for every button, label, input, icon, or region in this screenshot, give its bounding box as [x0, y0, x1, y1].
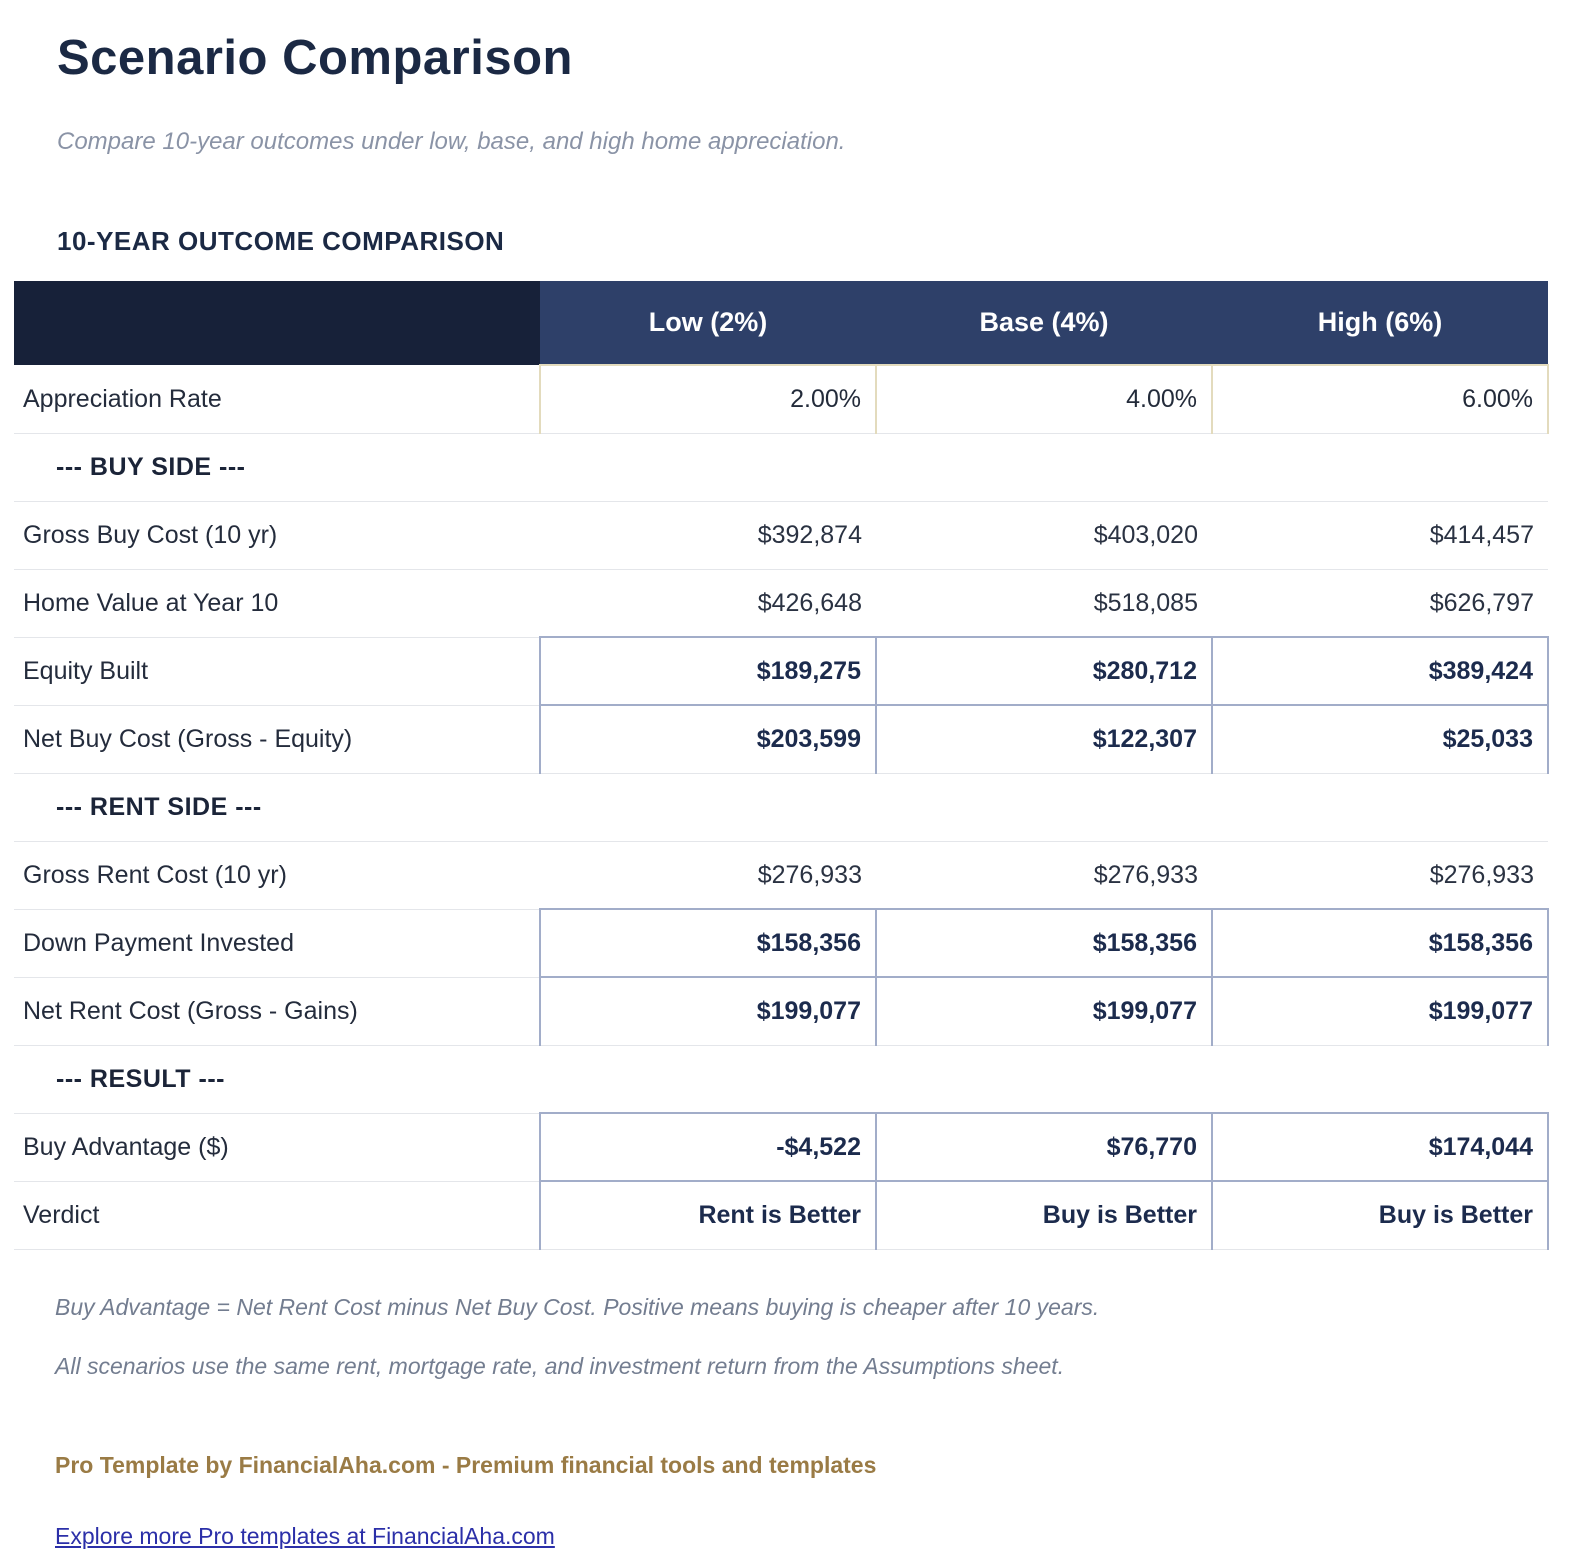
- value-cell: $158,356: [876, 909, 1212, 977]
- value-cell: $276,933: [876, 841, 1212, 909]
- brand-line: Pro Template by FinancialAha.com - Premium financial tools and templates: [55, 1451, 877, 1478]
- table-row: [14, 841, 1548, 909]
- value-cell: $276,933: [540, 841, 876, 909]
- page-title: Scenario Comparison: [57, 31, 573, 85]
- column-header-high: High (6%): [1212, 281, 1548, 365]
- table-row: [14, 501, 1548, 569]
- value-cell: $76,770: [876, 1113, 1212, 1181]
- row-label: --- RESULT ---: [14, 1045, 540, 1113]
- row-label: Net Rent Cost (Gross - Gains): [14, 977, 540, 1045]
- input-value-cell[interactable]: 4.00%: [876, 365, 1212, 433]
- table-row: [14, 1181, 1548, 1249]
- value-cell: Rent is Better: [540, 1181, 876, 1249]
- value-cell: $158,356: [540, 909, 876, 977]
- value-cell: $199,077: [876, 977, 1212, 1045]
- row-label: Gross Buy Cost (10 yr): [14, 501, 540, 569]
- section-fill-cell: [540, 433, 1548, 501]
- section-fill-cell: [540, 1045, 1548, 1113]
- table-row: [14, 773, 1548, 841]
- section-heading: 10-YEAR OUTCOME COMPARISON: [57, 226, 505, 257]
- row-label: Equity Built: [14, 637, 540, 705]
- value-cell: Buy is Better: [1212, 1181, 1548, 1249]
- row-label: Buy Advantage ($): [14, 1113, 540, 1181]
- section-fill-cell: [540, 773, 1548, 841]
- table-row: [14, 637, 1548, 705]
- value-cell: $392,874: [540, 501, 876, 569]
- comparison-table: [14, 281, 1549, 1250]
- value-cell: $189,275: [540, 637, 876, 705]
- corner-header-cell: [14, 281, 540, 365]
- value-cell: $203,599: [540, 705, 876, 773]
- row-label: --- RENT SIDE ---: [14, 773, 540, 841]
- value-cell: $518,085: [876, 569, 1212, 637]
- input-value-cell[interactable]: 2.00%: [540, 365, 876, 433]
- table-row: [14, 1113, 1548, 1181]
- row-label: Down Payment Invested: [14, 909, 540, 977]
- value-cell: $414,457: [1212, 501, 1548, 569]
- value-cell: $199,077: [540, 977, 876, 1045]
- column-header-base: Base (4%): [876, 281, 1212, 365]
- table-body: [14, 365, 1548, 1249]
- value-cell: $280,712: [876, 637, 1212, 705]
- input-value-cell[interactable]: 6.00%: [1212, 365, 1548, 433]
- table-row: [14, 909, 1548, 977]
- value-cell: $276,933: [1212, 841, 1548, 909]
- row-label: Gross Rent Cost (10 yr): [14, 841, 540, 909]
- value-cell: Buy is Better: [876, 1181, 1212, 1249]
- row-label: Net Buy Cost (Gross - Equity): [14, 705, 540, 773]
- row-label: Home Value at Year 10: [14, 569, 540, 637]
- row-label: Appreciation Rate: [14, 365, 540, 433]
- value-cell: $389,424: [1212, 637, 1548, 705]
- value-cell: $25,033: [1212, 705, 1548, 773]
- table-row: [14, 705, 1548, 773]
- value-cell: $174,044: [1212, 1113, 1548, 1181]
- value-cell: -$4,522: [540, 1113, 876, 1181]
- value-cell: $626,797: [1212, 569, 1548, 637]
- column-header-low: Low (2%): [540, 281, 876, 365]
- value-cell: $199,077: [1212, 977, 1548, 1045]
- table-header: [14, 281, 1548, 365]
- value-cell: $122,307: [876, 705, 1212, 773]
- value-cell: $158,356: [1212, 909, 1548, 977]
- table-row: [14, 1045, 1548, 1113]
- table-row: [14, 433, 1548, 501]
- row-label: --- BUY SIDE ---: [14, 433, 540, 501]
- value-cell: $426,648: [540, 569, 876, 637]
- explore-templates-link[interactable]: Explore more Pro templates at FinancialAha.com: [55, 1522, 555, 1549]
- value-cell: $403,020: [876, 501, 1212, 569]
- page-subtitle: Compare 10-year outcomes under low, base, and high home appreciation.: [57, 128, 846, 156]
- table-row: [14, 977, 1548, 1045]
- table-row: [14, 365, 1548, 433]
- footnote-buy-advantage: Buy Advantage = Net Rent Cost minus Net Buy Cost. Positive means buying is cheaper after 10 years.: [55, 1293, 1100, 1320]
- footnote-assumptions: All scenarios use the same rent, mortgage rate, and investment return from the Assumptions sheet.: [55, 1352, 1065, 1379]
- table-row: [14, 569, 1548, 637]
- row-label: Verdict: [14, 1181, 540, 1249]
